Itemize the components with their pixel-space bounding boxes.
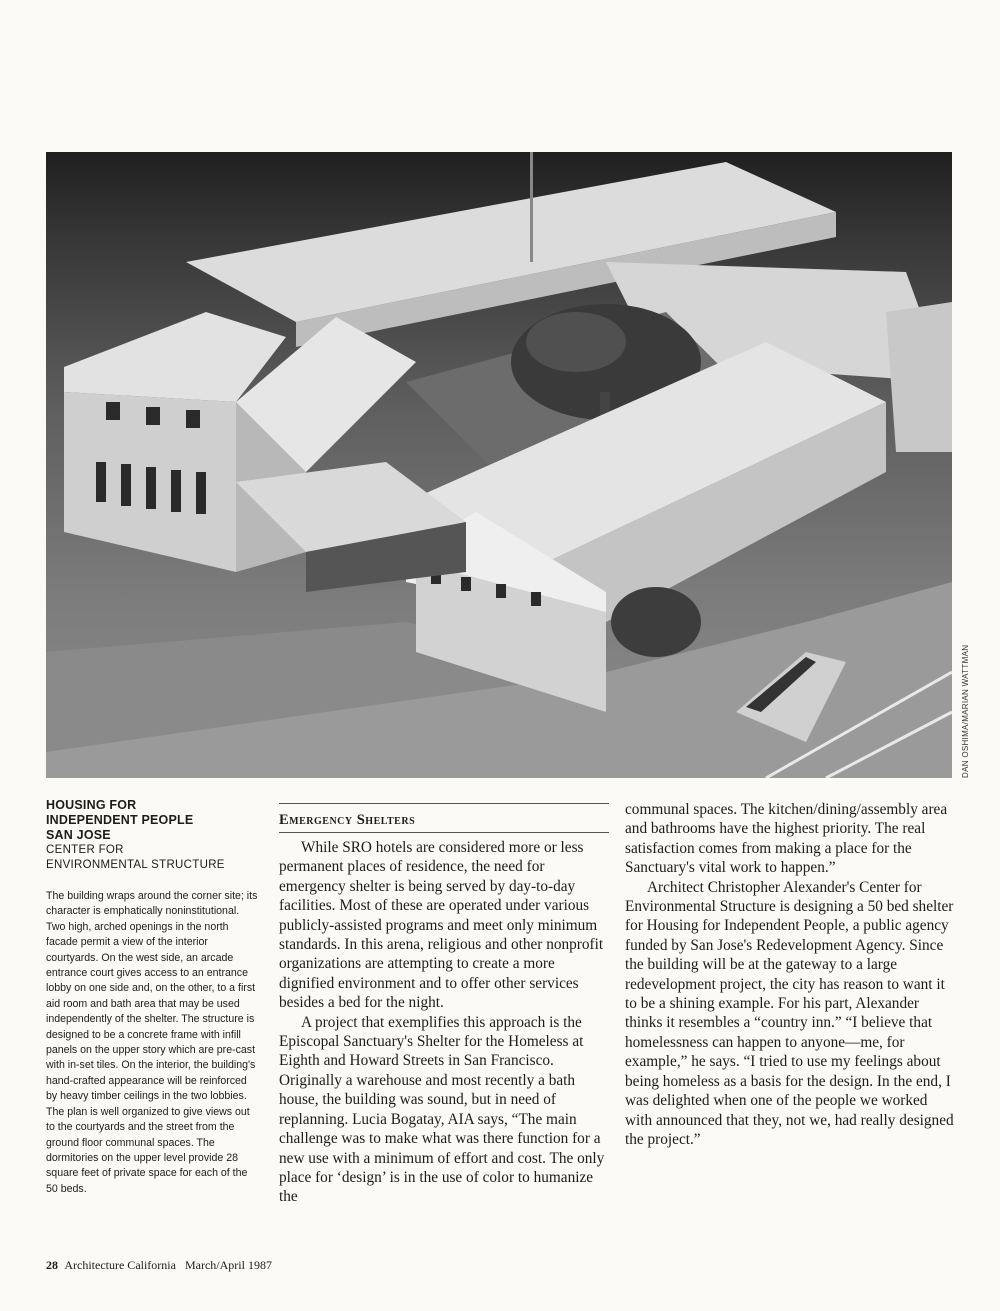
page-number: 28 bbox=[46, 1258, 58, 1272]
article-paragraph: While SRO hotels are considered more or less permanent places of residence, the need for emergency shelter is being served by day-to-day facilities. Most of these are operated under various publicly-assisted programs and meet only minimum standards. In this arena, religious and other nonprofit organizations are attempting to create a more dignified environment and to offer other services besides a bed for the night. bbox=[279, 839, 604, 1012]
article-column-1 bbox=[279, 838, 609, 1207]
project-caption bbox=[46, 798, 258, 1197]
caption-heading: HOUSING FOR INDEPENDENT PEOPLE SAN JOSE bbox=[46, 798, 194, 842]
publication-name: Architecture California bbox=[64, 1258, 176, 1272]
article-paragraph: A project that exemplifies this approach is the Episcopal Sanctuary's Shelter for the Homeless at Eighth and Howard Streets in San Francisco. Originally a warehouse and most recently a bath house, the building was sound, but in need of replanning. Lucia Bogatay, AIA says, “The main challenge was to make what was there function for a new use with a minimum of effort and cost. The only place for ‘design’ is in the use of color to humanize the bbox=[279, 1013, 605, 1206]
caption-subheading: CENTER FOR ENVIRONMENTAL STRUCTURE bbox=[46, 844, 225, 871]
article-paragraph: Architect Christopher Alexander's Center for Environmental Structure is designing a 50 bed shelter for Housing for Independent People, a public agency funded by San Jose's Redevelopment Agency. Since the building will be at the gateway to a large redevelopment project, the city has reason to want it to be a shining example. For his part, Alexander thinks it resembles a “country inn.” “I believe that homelessness can happen to anyone—me, for example,” he says. “I tried to use my feelings about being homeless as a basis for the design. In the end, I was delighted when one of the people we worked with announced that they, not we, had really designed the project.” bbox=[625, 878, 954, 1148]
article-column-2 bbox=[625, 800, 955, 1149]
issue-date: March/April 1987 bbox=[184, 1258, 272, 1272]
architectural-model-photo bbox=[46, 152, 952, 778]
model-illustration bbox=[46, 152, 952, 778]
article-paragraph: communal spaces. The kitchen/dining/assembly area and bathrooms have the highest priority. The real satisfaction comes from making a place for the Sanctuary's vital work to happen.” bbox=[625, 801, 948, 877]
caption-body: The building wraps around the corner site; its character is emphatically noninstitutional. Two high, arched openings in the north facade permit a view of the interior courtyards. On the west side, an arcade entrance court gives access to an entrance lobby on one side and, on the other, to a first aid room and bath area that may be used independently of the shelter. The structure is designed to be a concrete frame with infill panels on the upper story which are pre-cast with in-set tiles. On the interior, the building's hand-crafted appearance will be reinforced by heavy timber ceilings in the two lobbies. The plan is well organized to give views out to the courtyards and the street from the ground floor communal spaces. The dormitories on the upper level provide 28 square feet of private space for each of the 50 beds. bbox=[46, 890, 258, 1195]
page-footer bbox=[46, 1258, 272, 1273]
photo-credit: DAN OSHIMA/MARIAN WATTMAN bbox=[961, 644, 970, 778]
section-title: Emergency Shelters bbox=[279, 803, 609, 833]
